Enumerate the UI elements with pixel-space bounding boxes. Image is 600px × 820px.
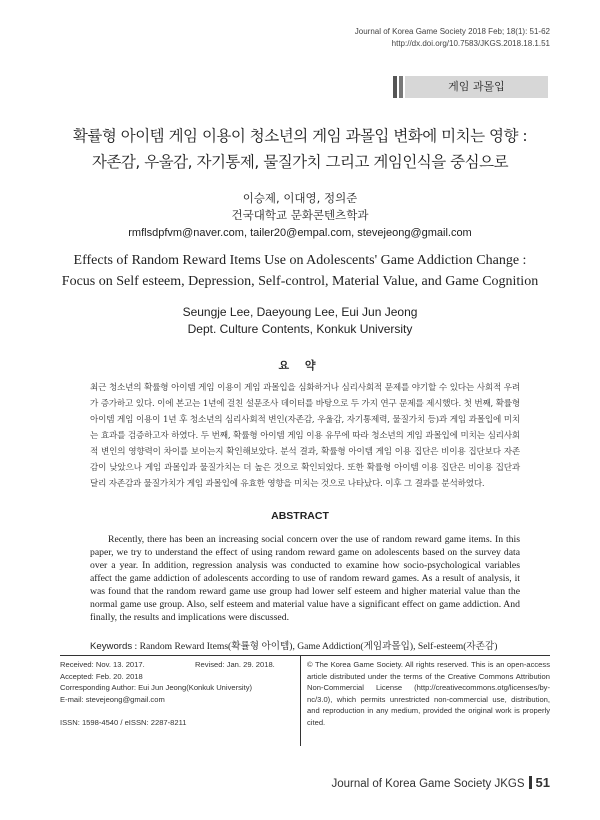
english-title-line1: Effects of Random Reward Items Use on Adolescents' Game Addiction Change : [73,253,527,268]
english-abstract [90,533,520,624]
corresponding-author: Corresponding Author: Eui Jun Jeong(Konkuk University) [60,683,253,693]
korean-title-line2: 자존감, 우울감, 자기통제, 물질가치 그리고 게임인식을 중심으로 [91,153,509,171]
meta-divider [60,655,550,656]
doi-link[interactable]: http://dx.doi.org/10.7583/JKGS.2018.18.1.51 [391,39,550,48]
category-text: 게임 과몰입 [405,76,548,98]
submission-info [60,659,295,729]
footer-journal: Journal of Korea Game Society JKGS [331,778,525,790]
category-bar-light [399,76,403,98]
english-affiliation: Dept. Culture Contents, Konkuk University [187,322,413,336]
keywords-label: Keywords [90,641,133,652]
korean-abstract-heading: 요 약 [278,359,322,372]
license-text: © The Korea Game Society. All rights reserved. This is an open-access article distributed under the terms of the Creative Commons Attribution Non-Commercial License (http://creativecommons.otg/licenses/by-nc/3.0), which permits unrestricted non-commercial use, distribution, and reproduction in any medium, provided the original work is properly cited. [307,660,550,727]
english-title-line2: Focus on Self esteem, Depression, Self-control, Material Value, and Game Cognition [61,274,539,289]
revised-date: Revised: Jan. 29. 2018. [195,660,275,669]
keywords: Keywords : Random Reward Items(확률형 아이템), Game Addiction(게임과몰입), Self-esteem(자존감) [90,641,498,652]
issn: ISSN: 1598-4540 / eISSN: 2287-8211 [60,718,187,728]
english-abstract-heading: ABSTRACT [271,510,329,522]
received-date: Received: Nov. 13. 2017. [60,660,145,669]
corresponding-email: E-mail: stevejeong@gmail.com [60,694,165,704]
english-abstract-text: Recently, there has been an increasing social concern over the use of random reward game items. In this paper, we try to understand the effect of using random reward game on adolescents based on the survey data over a year. In addition, regression analysis was conducted to examine how socio-psychological variables affect the game addiction of adolescents according to use of random reward games. As a result of analysis, it was found that the random reward game use group had lower self esteem and higher material value than the normal game use group. Also, self esteem and material value have a significant effect on game addiction. And finally, the results and implications were discussed. [90,534,520,623]
journal-info [355,26,550,50]
author-emails: rmflsdpfvm@naver.com, tailer20@empal.com, stevejeong@gmail.com [128,227,472,239]
english-authors: Seungje Lee, Daeyoung Lee, Eui Jun Jeong [182,305,418,319]
journal-citation: Journal of Korea Game Society 2018 Feb; 18(1): 51-62 [354,27,550,36]
accepted-date: Accepted: Feb. 20. 2018 [60,671,143,681]
korean-abstract-text: 최근 청소년의 확률형 아이템 게임 이용이 게임 과몰입을 심화하거나 심리사회적 문제를 야기할 수 있다는 사회적 우려가 증가하고 있다. 이에 본고는 1년에 걸친 설문조사 데이터를 바탕으로 두 가지 연구 문제를 제시했다. 첫 번째, 확률형 아이템 게임 이용이 1년 후 청소년의 심리사회적 변인(자존감, 우울감, 자기통제력, 물질가치 등)과 게임 과몰입에 미치는 효과를 검증하고자 하였다. 두 번째, 확률형 아이템 게임 이용 유무에 따라 청소년의 게임 과몰입에 미치는 심리사회적 변인의 영향력이 차이를 보이는지 확인해보았다. 분석 결과, 확률형 아이템 게임 이용 집단은 비이용 집단보다 자존감이 낮았으나 게임 과몰입과 물질가치는 더 높은 것으로 확인되었다. 또한 확률형 아이템 이용 집단은 비이용 집단과 달리 자존감과 물질가치가 게임 과몰입에 유효한 영향을 미치는 것으로 나타났다. 이후 그 결과를 분석하였다. [90,383,520,489]
korean-title-line1: 확률형 아이템 게임 이용이 청소년의 게임 과몰입 변화에 미치는 영향 : [72,127,528,145]
korean-affiliation: 건국대학교 문화콘텐츠학과 [231,208,369,222]
category-label [393,76,548,98]
category-bar-dark [393,76,397,98]
page-number: 51 [535,775,550,790]
korean-authors: 이승제, 이대영, 정의준 [242,191,358,205]
keywords-text: Random Reward Items(확률형 아이템), Game Addiction(게임과몰입), Self-esteem(자존감) [139,641,498,652]
footer-separator [529,776,532,789]
meta-column-divider [300,656,301,746]
page-footer [331,775,550,790]
